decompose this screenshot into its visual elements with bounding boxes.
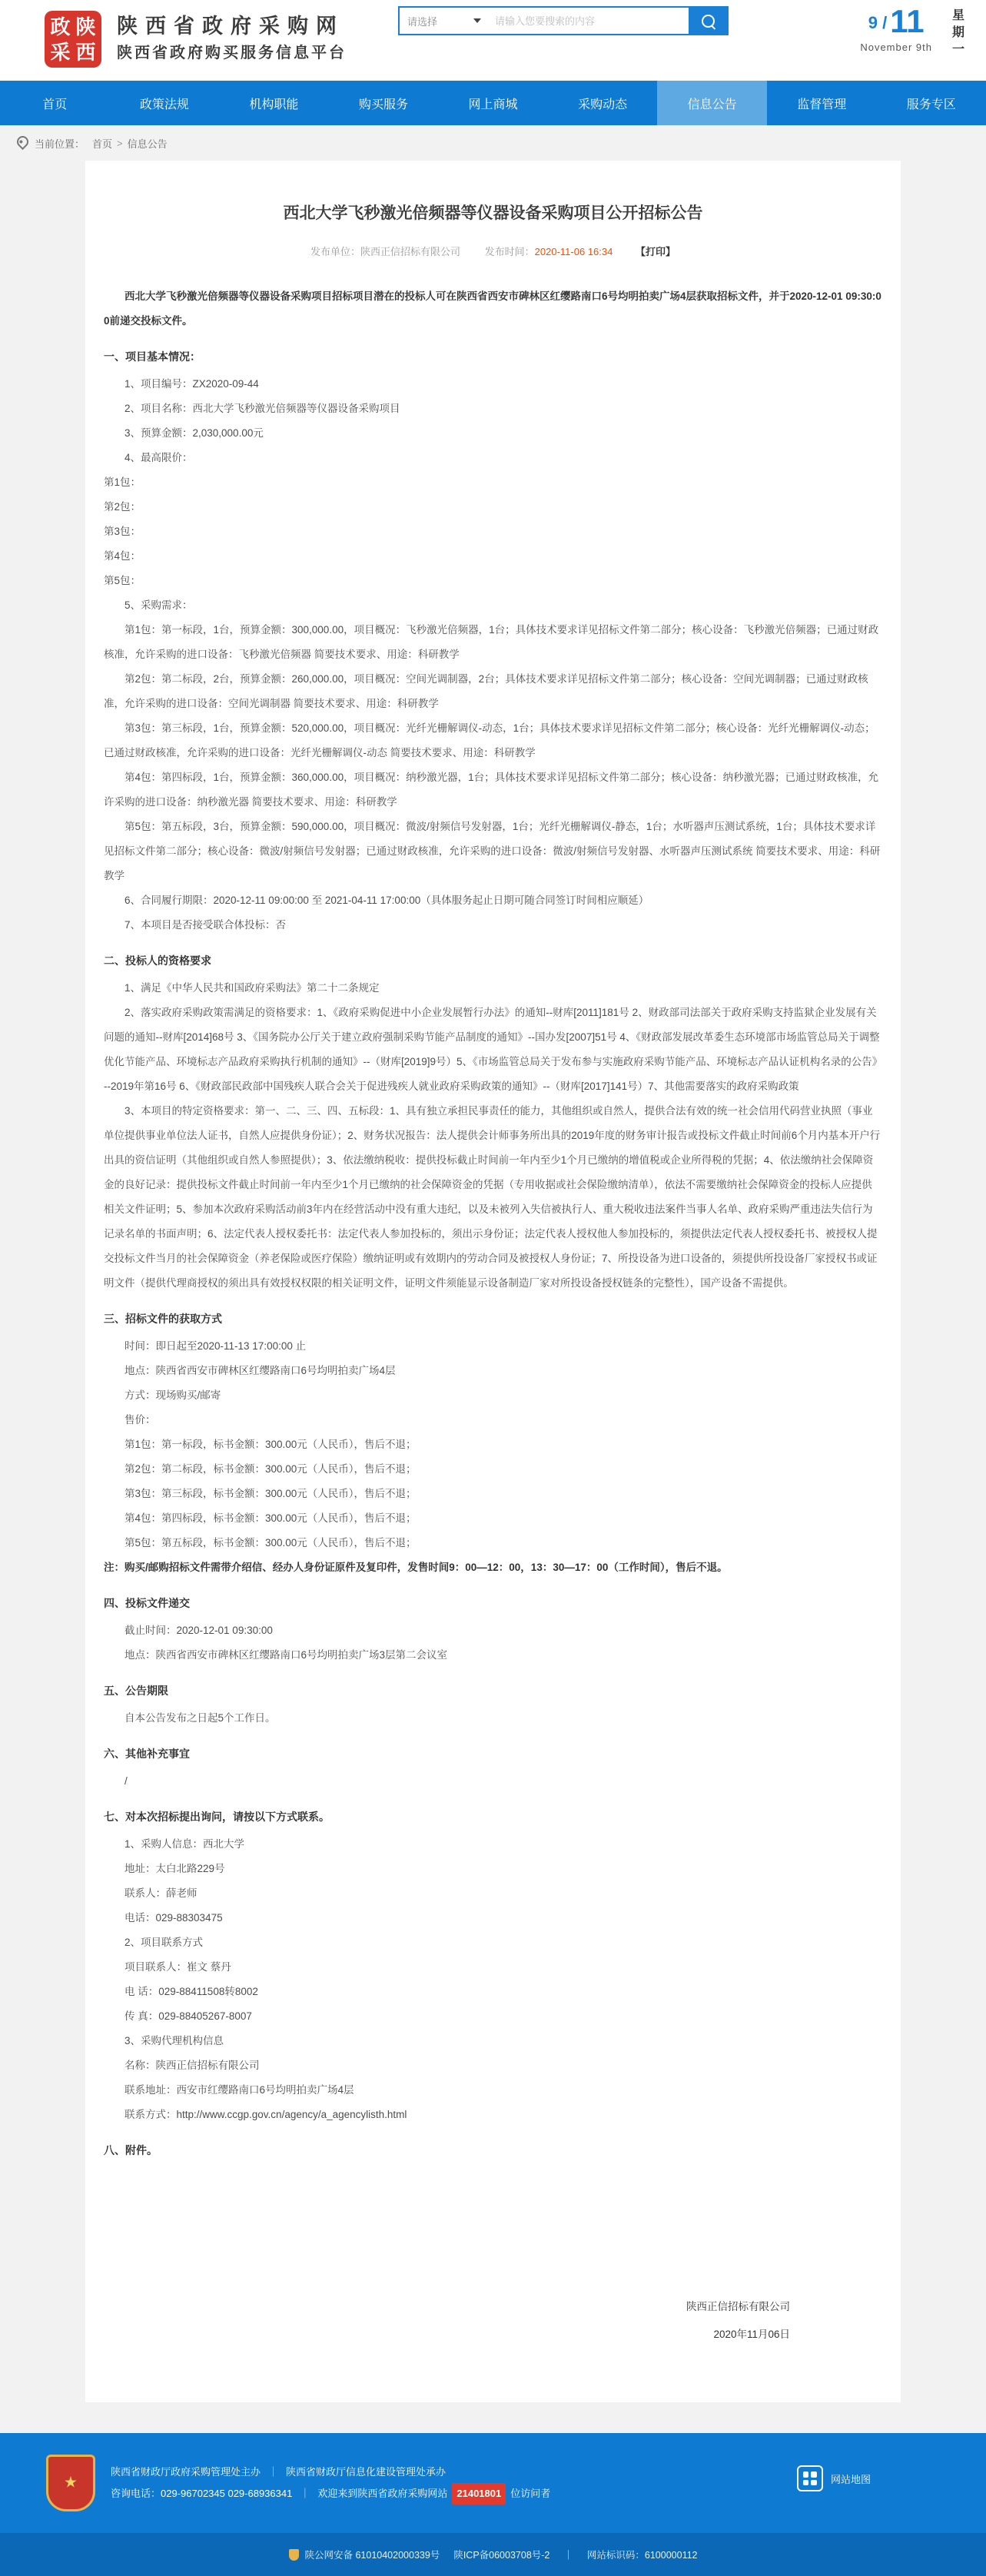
article-paragraph: 4、最高限价：: [104, 446, 882, 470]
article-paragraph: 地点：陕西省西安市碑林区红缨路南口6号均明拍卖广场3层第二会议室: [104, 1643, 882, 1668]
article-paragraph: 联系地址：西安市红缨路南口6号均明拍卖广场4层: [104, 2078, 882, 2103]
article-paragraph: 第2包：第二标段，2台，预算金额：260,000.00，项目概况：空间光调制器，2台；具体技术要求详见招标文件第二部分；核心设备：空间光调制器；已通过财政核准，允许采购的进口设备：空间光调制器 简要技术要求、用途：科研教学: [104, 667, 882, 716]
article-paragraph: 1、采购人信息：西北大学: [104, 1832, 882, 1857]
nav-item-0[interactable]: 首页: [0, 81, 110, 125]
footer-main: [0, 2433, 986, 2533]
article-paragraph: 一、项目基本情况：: [104, 344, 882, 369]
article-paragraph: 七、对本次招标提出询问，请按以下方式联系。: [104, 1804, 882, 1829]
nav-item-2[interactable]: 机构职能: [219, 81, 329, 125]
article-paragraph: 截止时间：2020-12-01 09:30:00: [104, 1618, 882, 1643]
footer-line2: [111, 2483, 550, 2505]
main-nav: [0, 81, 986, 125]
article-paragraph: 地点：陕西省西安市碑林区红缨路南口6号均明拍卖广场4层: [104, 1359, 882, 1383]
icp-number[interactable]: 陕ICP备06003708号-2: [453, 2548, 549, 2561]
nav-item-3[interactable]: 购买服务: [329, 81, 439, 125]
article-paragraph: 第5包：: [104, 569, 882, 593]
print-button[interactable]: 【打印】: [636, 246, 676, 257]
article-paragraph: 2、落实政府采购政策需满足的资格要求：1、《政府采购促进中小企业发展暂行办法》的通知--财库[2011]181号 2、财政部司法部关于政府采购支持监狱企业发展有关问题的通知--财库[2014]68号 3、《国务院办公厅关于建立政府强制采购节能产品制度的通知》--国办发[2007]51号 4、《财政部发展改革委生态环境部市场监管总局关于调整优化节能产品、环境标志产品政府采购执行机制的通知》--（财库[2019]9号）5、《市场监管总局关于发布参与实施政府采购节能产品、环境标志产品认证机构名录的公告》--2019年第16号 6、《财政部民政部中国残疾人联合会关于促进残疾人就业政府采购政策的通知》--（财库[2017]141号）7、其他需要落实的政府采购政策: [104, 1001, 882, 1099]
article-paragraph: 第1包：: [104, 470, 882, 495]
chevron-down-icon: [473, 18, 481, 23]
article-paragraph: 第1包：第一标段，标书金额：300.00元（人民币），售后不退；: [104, 1432, 882, 1457]
date-day: 11: [890, 5, 924, 38]
article-paragraph: 第3包：: [104, 520, 882, 544]
article-paragraph: 联系人：薛老师: [104, 1881, 882, 1906]
page-title: 西北大学飞秒激光倍频器等仪器设备采购项目公开招标公告: [104, 201, 882, 224]
article-meta: [104, 244, 882, 258]
article-signature: [104, 2293, 882, 2349]
nav-item-5[interactable]: 采购动态: [548, 81, 658, 125]
footer-separator: ｜: [268, 2466, 278, 2478]
footer: [0, 2433, 986, 2576]
article-paragraph: 传 真：029-88405267-8007: [104, 2004, 882, 2029]
footer-text-lines: [111, 2461, 550, 2505]
location-pin-icon: [15, 133, 31, 149]
breadcrumb-separator: >: [117, 138, 123, 149]
article-paragraph: 三、招标文件的获取方式: [104, 1306, 882, 1331]
article-paragraph: 第2包：第二标段，标书金额：300.00元（人民币），售后不退；: [104, 1457, 882, 1482]
site-title: 陕西省政府采购网: [117, 14, 347, 38]
site-code: 网站标识码：6100000112: [587, 2548, 698, 2561]
publisher-value: 陕西正信招标有限公司: [360, 246, 460, 257]
footer-bottom-bar: [0, 2533, 986, 2576]
article-paragraph: 1、项目编号：ZX2020-09-44: [104, 372, 882, 397]
search-category-select[interactable]: [400, 8, 487, 34]
article-paragraph: 电话：029-88303475: [104, 1906, 882, 1930]
nav-item-6[interactable]: 信息公告: [657, 81, 767, 125]
article-paragraph: 3、预算金额：2,030,000.00元: [104, 421, 882, 446]
weekday-char: 一: [952, 41, 964, 58]
article-paragraph: 二、投标人的资格要求: [104, 948, 882, 973]
date-english: November 9th: [860, 41, 932, 53]
logo-char: 采: [48, 40, 72, 64]
article-paragraph: 6、合同履行期限：2020-12-11 09:00:00 至 2021-04-11 17:00:00（具体服务起止日期可随合同签订时间相应顺延）: [104, 888, 882, 913]
publisher-label: 发布单位：: [310, 246, 360, 257]
publish-time-value: 2020-11-06 16:34: [535, 246, 613, 257]
article-paragraph: 第1包：第一标段，1台，预算金额：300,000.00，项目概况：飞秒激光倍频器，1台；具体技术要求详见招标文件第二部分；核心设备：飞秒激光倍频器；已通过财政核准，允许采购的进口设备：飞秒激光倍频器 简要技术要求、用途：科研教学: [104, 618, 882, 667]
brand-titles: [117, 14, 347, 65]
visitor-count-badge: 21401801: [452, 2483, 506, 2505]
nav-item-4[interactable]: 网上商城: [438, 81, 548, 125]
search-category-label: 请选择: [407, 14, 437, 28]
breadcrumb-item: 信息公告: [128, 136, 168, 151]
breadcrumb: [0, 125, 986, 161]
article-paragraph: 第2包：: [104, 495, 882, 520]
footer-emblem-icon: [46, 2455, 95, 2511]
breadcrumb-trail: [88, 136, 172, 151]
article-paragraph: 售价：: [104, 1408, 882, 1432]
site-logo[interactable]: [45, 11, 101, 68]
article-paragraph: 3、本项目的特定资格要求：第一、二、三、四、五标段：1、具有独立承担民事责任的能力，其他组织或自然人，提供合法有效的统一社会信用代码营业执照（事业单位提供事业单位法人证书，自然人应提供身份证）；2、财务状况报告：法人提供会计师事务所出具的2019年度的财务审计报告或投标文件截止时间前6个月内基本开户行出具的资信证明（其他组织或自然人参照提供）；3、依法缴纳税收：提供投标截止时间前一年内至少1个月已缴纳的增值税或企业所得税的凭据；4、依法缴纳社会保障资金的良好记录：提供投标文件截止时间前一年内至少1个月已缴纳的社会保障资金的凭据（专用收据或社会保险缴纳清单），依法不需要缴纳社会保障资金的投标人应提供相关文件证明；5、参加本次政府采购活动前3年内在经营活动中没有重大违纪，以及未被列入失信被执行人、重大税收违法案件当事人名单、政府采购严重违法失信行为记录名单的书面声明；6、法定代表人授权委托书：法定代表人参加投标的，须出示身份证；法定代表人授权他人参加投标的，须提供法定代表人授权委托书、被授权人提交投标文件当月的社会保障资金（养老保险或医疗保险）缴纳证明或有效期内的劳动合同及被授权人身份证；7、所投设备为进口设备的，须提供所投设备厂家授权书或证明文件（提供代理商授权的须出具有效授权权限的相关证明文件，证明文件须能显示设备制造厂家对所投设备授权链条的完整性），国产设备不需提供。: [104, 1099, 882, 1296]
search-input[interactable]: [487, 8, 689, 34]
footer-line1: [111, 2461, 550, 2483]
logo-char: 西: [74, 40, 98, 64]
article-paragraph: 自本公告发布之日起5个工作日。: [104, 1706, 882, 1731]
publish-time-label: 发布时间：: [485, 246, 535, 257]
article-paragraph: 第4包：: [104, 544, 882, 569]
footer-welcome: 欢迎来到陕西省政府采购网站: [317, 2488, 447, 2499]
article-paragraph: 第3包：第三标段，标书金额：300.00元（人民币），售后不退；: [104, 1482, 882, 1506]
breadcrumb-label: 当前位置：: [35, 136, 85, 151]
article-paragraph: 2、项目联系方式: [104, 1930, 882, 1955]
public-security-shield-icon: [289, 2549, 299, 2561]
article-paragraph: 3、采购代理机构信息: [104, 2029, 882, 2053]
weekday-char: 星: [952, 8, 964, 25]
article-paragraph: 第4包：第四标段，1台，预算金额：360,000.00，项目概况：纳秒激光器，1台；具体技术要求详见招标文件第二部分；核心设备：纳秒激光器；已通过财政核准，允许采购的进口设备：纳秒激光器 简要技术要求、用途：科研教学: [104, 765, 882, 815]
nav-item-1[interactable]: 政策法规: [110, 81, 220, 125]
signature-company: 陕西正信招标有限公司: [104, 2293, 790, 2321]
article-paragraph: 时间：即日起至2020-11-13 17:00:00 止: [104, 1334, 882, 1359]
site-subtitle: 陕西省政府购买服务信息平台: [117, 41, 347, 65]
article-paragraph: 5、采购需求：: [104, 593, 882, 618]
article-paragraph: 7、本项目是否接受联合体投标：否: [104, 913, 882, 938]
breadcrumb-item[interactable]: 首页: [92, 136, 112, 151]
search-icon: [702, 15, 715, 28]
article-body: [104, 284, 882, 2163]
article-paragraph: 第4包：第四标段，标书金额：300.00元（人民币），售后不退；: [104, 1506, 882, 1531]
site-header: [0, 0, 986, 81]
weekday-char: 期: [952, 25, 964, 41]
date-widget: [860, 5, 964, 58]
article-paragraph: 八、附件。: [104, 2138, 882, 2163]
logo-char: 陕: [74, 15, 98, 38]
article-paragraph: 2、项目名称：西北大学飞秒激光倍频器等仪器设备采购项目: [104, 397, 882, 421]
article-paragraph: 项目联系人：崔文 蔡丹: [104, 1955, 882, 1980]
article-paragraph: 方式：现场购买/邮寄: [104, 1383, 882, 1408]
search-box: [398, 6, 729, 35]
sitemap-icon: [797, 2465, 823, 2491]
article-paragraph: 注：购买/邮购招标文件需带介绍信、经办人身份证原件及复印件，发售时间9：00—12：00，13：30—17：00（工作时间），售后不退。: [104, 1555, 882, 1580]
article-paragraph: 西北大学飞秒激光倍频器等仪器设备采购项目招标项目潜在的投标人可在陕西省西安市碑林区红缨路南口6号均明拍卖广场4层获取招标文件，并于2020-12-01 09:30:00前递交投标文件。: [104, 284, 882, 334]
date-numbers: [860, 5, 932, 53]
article-paragraph: 名称：陕西正信招标有限公司: [104, 2053, 882, 2078]
article-card: [85, 161, 901, 2402]
date-month: 9 /: [868, 8, 887, 38]
search-button[interactable]: [689, 8, 727, 34]
sitemap-label: 网站地图: [831, 2471, 871, 2486]
article-paragraph: 四、投标文件递交: [104, 1591, 882, 1615]
article-paragraph: 第5包：第五标段，标书金额：300.00元（人民币），售后不退；: [104, 1531, 882, 1555]
nav-item-8[interactable]: 服务专区: [877, 81, 986, 125]
logo-char: 政: [48, 15, 72, 38]
article-paragraph: 第5包：第五标段，3台，预算金额：590,000.00，项目概况：微波/射频信号发射器，1台；光纤光栅解调仪-静态，1台；水听器声压测试系统，1台；具体技术要求详见招标文件第二部分；核心设备：微波/射频信号发射器；已通过财政核准，允许采购的进口设备：微波/射频信号发射器、水听器声压测试系统 简要技术要求、用途：科研教学: [104, 815, 882, 888]
footer-separator: ｜: [300, 2488, 310, 2499]
article-paragraph: 地址：太白北路229号: [104, 1857, 882, 1881]
weekday-vertical: [952, 8, 964, 58]
nav-item-7[interactable]: 监督管理: [767, 81, 877, 125]
footer-phones: 咨询电话：029-96702345 029-68936341: [111, 2488, 292, 2499]
article-paragraph: 联系方式：http://www.ccgp.gov.cn/agency/a_agencylisth.html: [104, 2103, 882, 2127]
footer-separator: ｜: [563, 2548, 573, 2561]
sitemap-link[interactable]: [797, 2465, 871, 2491]
beian-number[interactable]: 陕公网安备 61010402000339号: [305, 2548, 440, 2561]
article-paragraph: /: [104, 1769, 882, 1794]
footer-maintainer: 陕西省财政厅信息化建设管理处承办: [286, 2466, 446, 2478]
signature-date: 2020年11月06日: [104, 2321, 790, 2349]
article-paragraph: 电 话：029-88411508转8002: [104, 1980, 882, 2004]
footer-organizer: 陕西省财政厅政府采购管理处主办: [111, 2466, 261, 2478]
article-paragraph: 第3包：第三标段，1台，预算金额：520,000.00，项目概况：光纤光栅解调仪-动态，1台；具体技术要求详见招标文件第二部分；核心设备：光纤光栅解调仪-动态；已通过财政核准，允许采购的进口设备：光纤光栅解调仪-动态 简要技术要求、用途：科研教学: [104, 716, 882, 765]
article-paragraph: 六、其他补充事宜: [104, 1741, 882, 1766]
footer-visitor-suffix: 位访问者: [510, 2488, 550, 2499]
article-paragraph: 五、公告期限: [104, 1678, 882, 1703]
article-paragraph: 1、满足《中华人民共和国政府采购法》第二十二条规定: [104, 976, 882, 1001]
